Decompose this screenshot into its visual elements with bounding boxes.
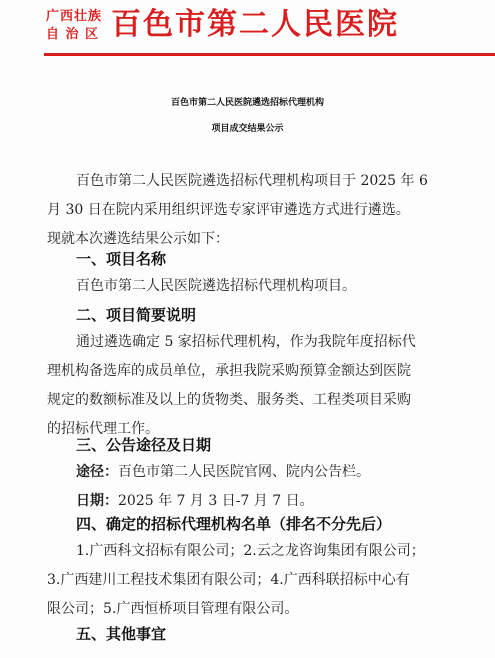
letterhead-region-line1: 广西壮族 [46, 9, 103, 24]
section-heading-project-summary: 二、项目简要说明 [76, 306, 197, 324]
letterhead-region-line2: 自 治 区 [46, 27, 100, 42]
document-title-line1: 百色市第二人民医院遴选招标代理机构 [170, 98, 324, 108]
section-heading-other-matters: 五、其他事宜 [76, 625, 167, 643]
intro-line: 百色市第二人民医院遴选招标代理机构项目于 2025 年 6 [76, 173, 428, 189]
section2-line: 的招标代理工作。 [47, 421, 159, 437]
date-value: 2025 年 7 月 3 日-7 月 7 日。 [118, 493, 314, 509]
date-label: 日期： [76, 493, 118, 509]
section2-line: 规定的数额标准及以上的货物类、服务类、工程类项目采购 [47, 392, 411, 408]
letterhead-hospital-name: 百色市第二人民医院 [111, 7, 399, 42]
section1-line: 百色市第二人民医院遴选招标代理机构项目。 [76, 278, 356, 294]
agency-list-line: 3.广西建川工程技术集团有限公司；4.广西科联招标中心有 [47, 572, 410, 588]
letterhead [0, 0, 495, 56]
intro-line: 现就本次遴选结果公示如下： [47, 231, 229, 247]
section4-body [47, 537, 467, 624]
intro-line: 月 30 日在院内采用组织评选专家评审遴选方式进行遴选。 [47, 202, 410, 218]
section3-body [47, 458, 467, 516]
letterhead-rule [44, 53, 495, 56]
section-heading-agency-list: 四、确定的招标代理机构名单（排名不分先后） [76, 515, 392, 533]
section-heading-project-name: 一、项目名称 [76, 250, 167, 268]
channel-label: 途径： [76, 464, 118, 480]
section2-line: 通过遴选确定 5 家招标代理机构，作为我院年度招标代 [76, 334, 416, 350]
section1-body [47, 272, 467, 301]
agency-list-line: 1.广西科文招标有限公司；2.云之龙咨询集团有限公司； [76, 543, 425, 559]
agency-list-line: 限公司；5.广西恒桥项目管理有限公司。 [47, 601, 299, 617]
section-heading-announcement-channel: 三、公告途径及日期 [76, 436, 212, 454]
section2-line: 理机构备选库的成员单位，承担我院采购预算金额达到医院 [47, 363, 411, 379]
section2-body [47, 328, 467, 444]
intro-paragraph [47, 167, 467, 254]
channel-line [47, 458, 467, 487]
document-title-line2: 项目成交结果公示 [211, 124, 284, 134]
channel-value: 百色市第二人民医院官网、院内公告栏。 [118, 464, 370, 480]
